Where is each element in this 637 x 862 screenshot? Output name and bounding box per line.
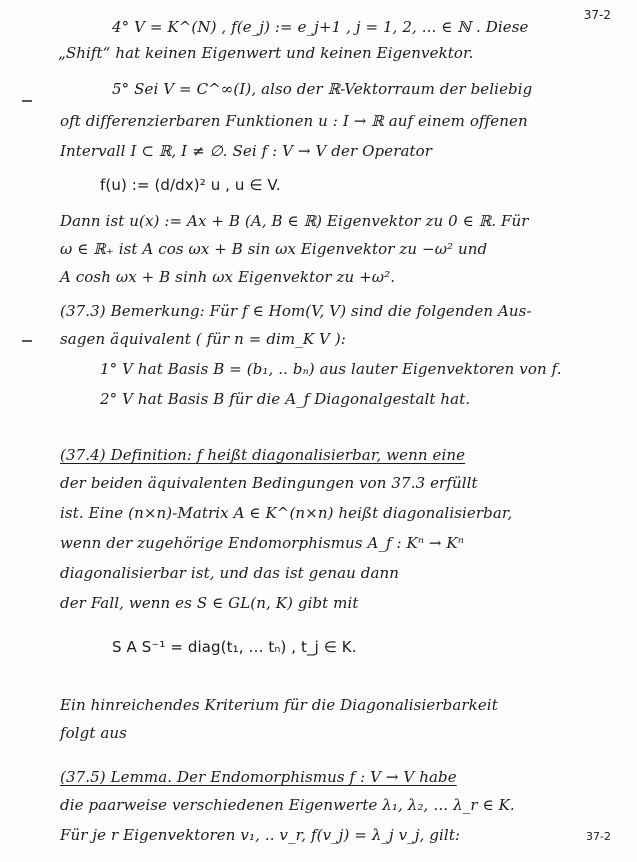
- text-line: Dann ist u(x) := Ax + B (A, B ∈ ℝ) Eigenvektor zu 0 ∈ ℝ. Für: [60, 212, 529, 230]
- list-item: 1° V hat Basis B = (b₁, .. bₙ) aus lauter Eigenvektoren von f.: [100, 360, 562, 378]
- text-line: 5° Sei V = C^∞(I), also der ℝ-Vektorraum der beliebig: [112, 80, 533, 98]
- text-line: der Fall, wenn es S ∈ GL(n, K) gibt mit: [60, 594, 359, 612]
- text-line: ω ∈ ℝ₊ ist A cos ωx + B sin ωx Eigenvektor zu −ω² und: [60, 240, 488, 258]
- margin-mark: [22, 340, 32, 342]
- text-line: die paarweise verschiedenen Eigenwerte λ₁, λ₂, … λ_r ∈ K.: [60, 796, 515, 814]
- text-line: A cosh ωx + B sinh ωx Eigenvektor zu +ω².: [60, 268, 396, 286]
- definition-heading: (37.4) Definition: f heißt diagonalisierbar, wenn eine: [60, 446, 466, 464]
- lemma-heading: (37.5) Lemma. Der Endomorphismus f : V → V habe: [60, 768, 457, 786]
- margin-mark: [22, 100, 32, 102]
- text-line: oft differenzierbaren Funktionen u : I → ℝ auf einem offenen: [60, 112, 528, 130]
- formula-line: f(u) := (d/dx)² u , u ∈ V.: [100, 176, 281, 194]
- text-line: diagonalisierbar ist, und das ist genau dann: [60, 564, 400, 582]
- formula-line: S A S⁻¹ = diag(t₁, … tₙ) , t_j ∈ K.: [112, 638, 357, 656]
- text-line: der beiden äquivalenten Bedingungen von 37.3 erfüllt: [60, 474, 478, 492]
- list-item: 2° V hat Basis B für die A_f Diagonalgestalt hat.: [100, 390, 471, 408]
- text-line: wenn der zugehörige Endomorphismus A_f : Kⁿ → Kⁿ: [60, 534, 464, 552]
- text-line: 4° V = K^(N) , f(e_j) := e_j+1 , j = 1, 2, ... ∈ ℕ . Diese: [112, 18, 529, 36]
- text-line: „Shift“ hat keinen Eigenwert und keinen Eigenvektor.: [58, 44, 474, 62]
- page-number: 37-2: [583, 8, 611, 22]
- page-number-footer: 37-2: [586, 830, 611, 843]
- text-line: folgt aus: [60, 724, 127, 742]
- text-line: sagen äquivalent ( für n = dim_K V ):: [60, 330, 346, 348]
- text-line: ist. Eine (n×n)-Matrix A ∈ K^(n×n) heißt diagonalisierbar,: [60, 504, 513, 522]
- text-line: Ein hinreichendes Kriterium für die Diagonalisierbarkeit: [60, 696, 498, 714]
- remark-heading: (37.3) Bemerkung: Für f ∈ Hom(V, V) sind die folgenden Aus-: [60, 302, 532, 320]
- text-line: Intervall I ⊂ ℝ, I ≠ ∅. Sei f : V → V der Operator: [60, 142, 433, 160]
- text-line: Für je r Eigenvektoren v₁, .. v_r, f(v_j) = λ_j v_j, gilt:: [60, 826, 461, 844]
